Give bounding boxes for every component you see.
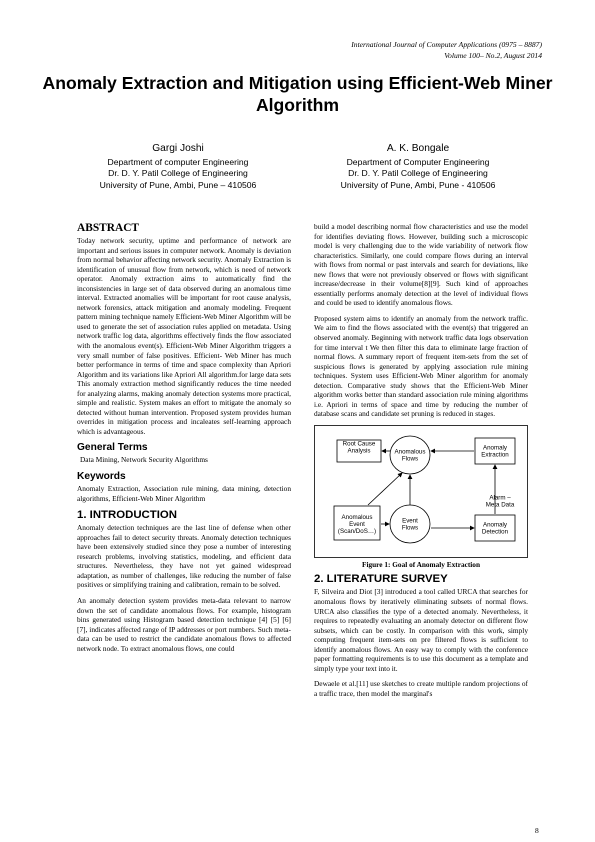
- figure-caption: Figure 1: Goal of Anomaly Extraction: [361, 559, 481, 569]
- paper-title: Anomaly Extraction and Mitigation using Efficient-Web Miner Algorithm: [42, 73, 553, 115]
- author-name: Gargi Joshi: [152, 143, 204, 154]
- author-name: A. K. Bongale: [386, 143, 450, 154]
- abstract-text: Today network security, uptime and performance of network are important and serious issues in computer network. Anomaly is deviation from normal behavior affecting network security. Anomaly Extraction is identification of unusual flow from network, which is need of network operator. Anomaly extraction aims to automatically find the inconsistencies in large set of data observed during an anomalous time interval. Extracted anomalies will be important for root cause analysis, network forensics, attack mitigation and anomaly modeling. Frequent pattern mining technique namely Efficient-Web Miner Algorithm will be used to generate the set of association rules applied on metadata. Using network traffic log data, algorithms effectively finds the flow associated with the anomalous event(s). Efficient-Web Miner Algorithm triggers a very small number of false positives. Efficient- Web Miner has much better performance in terms of time and space complexity than Apriori Algorithm and its variations like Apriori All algorithm.for large data sets This anomaly extraction method significantly reduces the time needed for analyzing alarms, making anomaly detection systems more practical, simple and realistic. System makes an effort to mitigate the anomaly so detected without human intervention. Proposed system provides human overrides in mitigation process and incaleates self-learning approach which is advantageous.: [77, 236, 291, 436]
- author-college: Dr. D. Y. Patil College of Engineering: [348, 168, 488, 179]
- author-college: Dr. D. Y. Patil College of Engineering: [108, 168, 248, 179]
- body-paragraph-1: build a model describing normal flow characteristics and use the model for identifies deviating flows. However, building such a microscopic model is very challenging due to the wide variability of network flow characteristics. Similarly, one could compare flows during an interval with flows from normal or past intervals and search for deviations, like new flows that were not previously observed or flows with significant increase/decrease in their volume[8][9]. Such kind of approaches essentially performs anomaly detection at the level of individual flows and could be used to identify anomalous flows.: [314, 222, 528, 308]
- anomaly-extraction-label: Anomaly Extraction: [481, 444, 509, 459]
- author-dept: Department of computer Engineering: [107, 156, 249, 167]
- author-block-1: [58, 143, 298, 191]
- figure-1: [314, 425, 528, 558]
- author-university: University of Pune, Ambi, Pune - 410506: [340, 179, 496, 190]
- body-paragraph-2: Proposed system aims to identify an anomaly from the network traffic. We aim to find the flows associated with the event(s) that triggered an observed anomaly. Beginning with network traffic data logs observation for time interval t We then filter this data to eliminate large fraction of normal flows. A summary report of frequent item-sets from the set of suspicious flows is generated by applying association rule mining techniques. System uses Efficient-Web Miner algorithm for anomaly detection. Comparative study shows that the Efficient-Web Miner algorithm works better than standard association rule mining algorithms i.e. Apriori in terms of space and time by reducing the number of database scans and candidate set pruning is reduced in stages.: [314, 313, 528, 419]
- arrow-event-to-anomalousflows: [368, 473, 402, 505]
- literature-paragraph-1: F, Silveira and Diot [3] introduced a tool called URCA that searches for anomalous flows by iteratively eliminating subsets of normal flows. URCA also classifies the type of a detected anomaly. Nevertheless, it requires to repeatedly evaluating an anomaly detector on different flow subsets, which can be costly. In comparison with this work, simply computing frequent item-sets on pre filtered flows is sufficient to identify anomalous flows. An easy way to comply with the conference paper formatting requirements is to use this document as a template and simply type your text into it.: [314, 587, 528, 673]
- anomalous-event-label: Anomalous Event (Scan/DoS…): [337, 513, 377, 536]
- general-terms-text: Data Mining, Network Security Algorithms: [80, 455, 208, 465]
- journal-name: International Journal of Computer Applications (0975 – 8887): [351, 40, 542, 49]
- anomaly-extraction-diagram: [314, 425, 528, 558]
- root-cause-label: Root Cause Analysis: [342, 440, 376, 455]
- event-flows-label: Event Flows: [401, 517, 419, 532]
- anomalous-flows-label: Anomalous Flows: [394, 448, 426, 463]
- anomaly-detection-label: Anomaly Detection: [481, 521, 509, 536]
- introduction-heading: 1. INTRODUCTION: [77, 509, 177, 522]
- abstract-heading: ABSTRACT: [77, 222, 140, 234]
- journal-volume: Volume 100– No.2, August 2014: [444, 50, 542, 60]
- introduction-paragraph-1: Anomaly detection techniques are the last line of defense when other approaches fail to detect security threats. Anomaly detection techniques have been extensively studied since they pose a number of interesting research problems, involving statistics, modeling, and efficient data structures. Nevertheless, they have not yet gained widespread adaptation, as number of challenges, like reducing the number of false positives or simplifying training and calibration, remain to be solved.: [77, 523, 291, 590]
- introduction-paragraph-2: An anomaly detection system provides meta-data relevant to narrow down the set of candidate anomalous flows. For example, histogram bins generated using Histogram based detection technique [4] [5] [6] [7], indicates affected range of IP addresses or port numbers. Such meta-data can be used to restrict the candidate anomalous flows to affected network node. To extract anomalous flows, one could: [77, 595, 291, 653]
- literature-heading: 2. LITERATURE SURVEY: [314, 573, 448, 586]
- literature-paragraph-2: Dewaele et al.[11] use sketches to create multiple random projections of a traffic trace, then model the marginal's: [314, 679, 528, 698]
- keywords-text: Anomaly Extraction, Association rule mining, data mining, detection algorithms, Efficient-Web Miner Algorithm: [77, 484, 291, 503]
- alarm-meta-label: Alarm – Meta Data: [485, 494, 515, 509]
- general-terms-heading: General Terms: [77, 442, 148, 454]
- keywords-heading: Keywords: [77, 471, 126, 483]
- journal-header: [242, 40, 542, 61]
- author-university: University of Pune, Ambi, Pune – 410506: [99, 179, 257, 190]
- right-column: [314, 222, 528, 705]
- page-number: 8: [535, 826, 539, 835]
- left-column: [77, 222, 291, 659]
- author-dept: Department of Computer Engineering: [346, 156, 490, 167]
- author-block-2: [298, 143, 538, 191]
